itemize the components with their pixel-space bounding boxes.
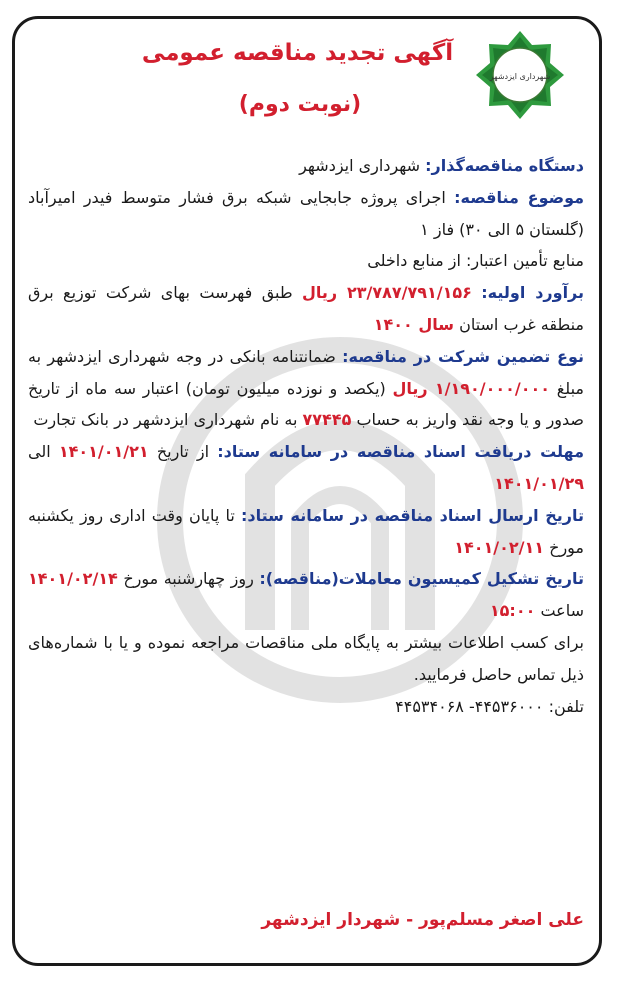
submission-text: تا پایان وقت اداری روز یکشنبه مورخ (28, 505, 584, 557)
commission-date: ۱۴۰۱/۰۲/۱۴ (28, 569, 118, 589)
guarantee-text-2: (یکصد و نوزده میلیون تومان) اعتبار سه ماه از تاریخ صدور و یا وجه نقد واریز به حساب (28, 378, 584, 430)
guarantee-label: نوع تضمین شرکت در مناقصه: (342, 346, 584, 366)
phone-numbers: ۴۴۵۳۶۰۰۰- ۴۴۵۳۴۰۶۸ (395, 696, 544, 716)
docs-deadline-mid: الی (28, 442, 51, 462)
estimate-label: برآورد اولیه: (481, 283, 585, 303)
commission-time-label: ساعت (540, 601, 584, 621)
organizer-value: شهرداری ایزدشهر (299, 156, 421, 175)
commission-line (28, 563, 584, 627)
commission-time: ۱۵:۰۰ (489, 601, 536, 621)
subject-line (28, 182, 584, 246)
signature: علی اصغر مسلم‌پور - شهردار ایزدشهر (261, 910, 584, 930)
docs-deadline-line (28, 436, 584, 500)
info-line: برای کسب اطلاعات بیشتر به پایگاه ملی مناقصات مراجعه نموده و یا با شماره‌های ذیل تماس حاصل فرمایید. (28, 632, 584, 684)
notice-body (28, 150, 584, 722)
guarantee-text-3: به نام شهرداری ایزدشهر در بانک تجارت (33, 410, 298, 430)
estimate-amount: ۲۳/۷۸۷/۷۹۱/۱۵۶ ریال (301, 283, 472, 303)
funding-line: منابع تأمین اعتبار: از منابع داخلی (367, 251, 584, 271)
submission-date: ۱۴۰۱/۰۲/۱۱ (454, 537, 545, 557)
notice-subtitle: (نوبت دوم) (238, 92, 362, 117)
municipality-logo-icon (463, 30, 578, 120)
estimate-year: سال ۱۴۰۰ (373, 314, 454, 334)
svg-text:شهرداری ایزدشهر: شهرداری ایزدشهر (489, 72, 551, 81)
subject-value: اجرای پروژه جابجایی شبکه برق فشار متوسط فیدر امیرآباد (گلستان ۵ الی ۳۰) فاز ۱ (28, 187, 584, 239)
guarantee-account: ۷۷۴۴۵ (302, 410, 352, 430)
docs-deadline-to: ۱۴۰۱/۰۱/۲۹ (494, 473, 584, 493)
commission-label: تاریخ تشکیل کمیسیون معاملات(مناقصه): (259, 569, 585, 589)
commission-text: روز چهارشنبه مورخ (123, 569, 254, 589)
guarantee-line (28, 341, 584, 436)
organizer-line (28, 150, 584, 182)
docs-deadline-from: ۱۴۰۱/۰۱/۲۱ (58, 442, 149, 462)
docs-deadline-text: از تاریخ (156, 442, 210, 462)
phone-line (28, 691, 584, 723)
estimate-text: طبق فهرست بهای شرکت توزیع برق منطقه غرب استان (28, 283, 584, 334)
guarantee-amount: ۱/۱۹۰/۰۰۰/۰۰۰ ریال (392, 378, 551, 398)
estimate-line (28, 277, 584, 341)
subject-label: موضوع مناقصه: (454, 187, 585, 207)
notice-title: آگهی تجدید مناقصه عمومی (141, 40, 454, 66)
submission-line (28, 500, 584, 564)
docs-deadline-label: مهلت دریافت اسناد مناقصه در سامانه ستاد: (217, 442, 585, 462)
organizer-label: دستگاه مناقصه‌گذار: (425, 156, 584, 175)
guarantee-text-1: ضمانتنامه بانکی در وجه شهرداری ایزدشهر به مبلغ (28, 346, 584, 398)
phone-label: تلفن: (548, 696, 584, 716)
submission-label: تاریخ ارسال اسناد مناقصه در سامانه ستاد: (241, 505, 584, 525)
